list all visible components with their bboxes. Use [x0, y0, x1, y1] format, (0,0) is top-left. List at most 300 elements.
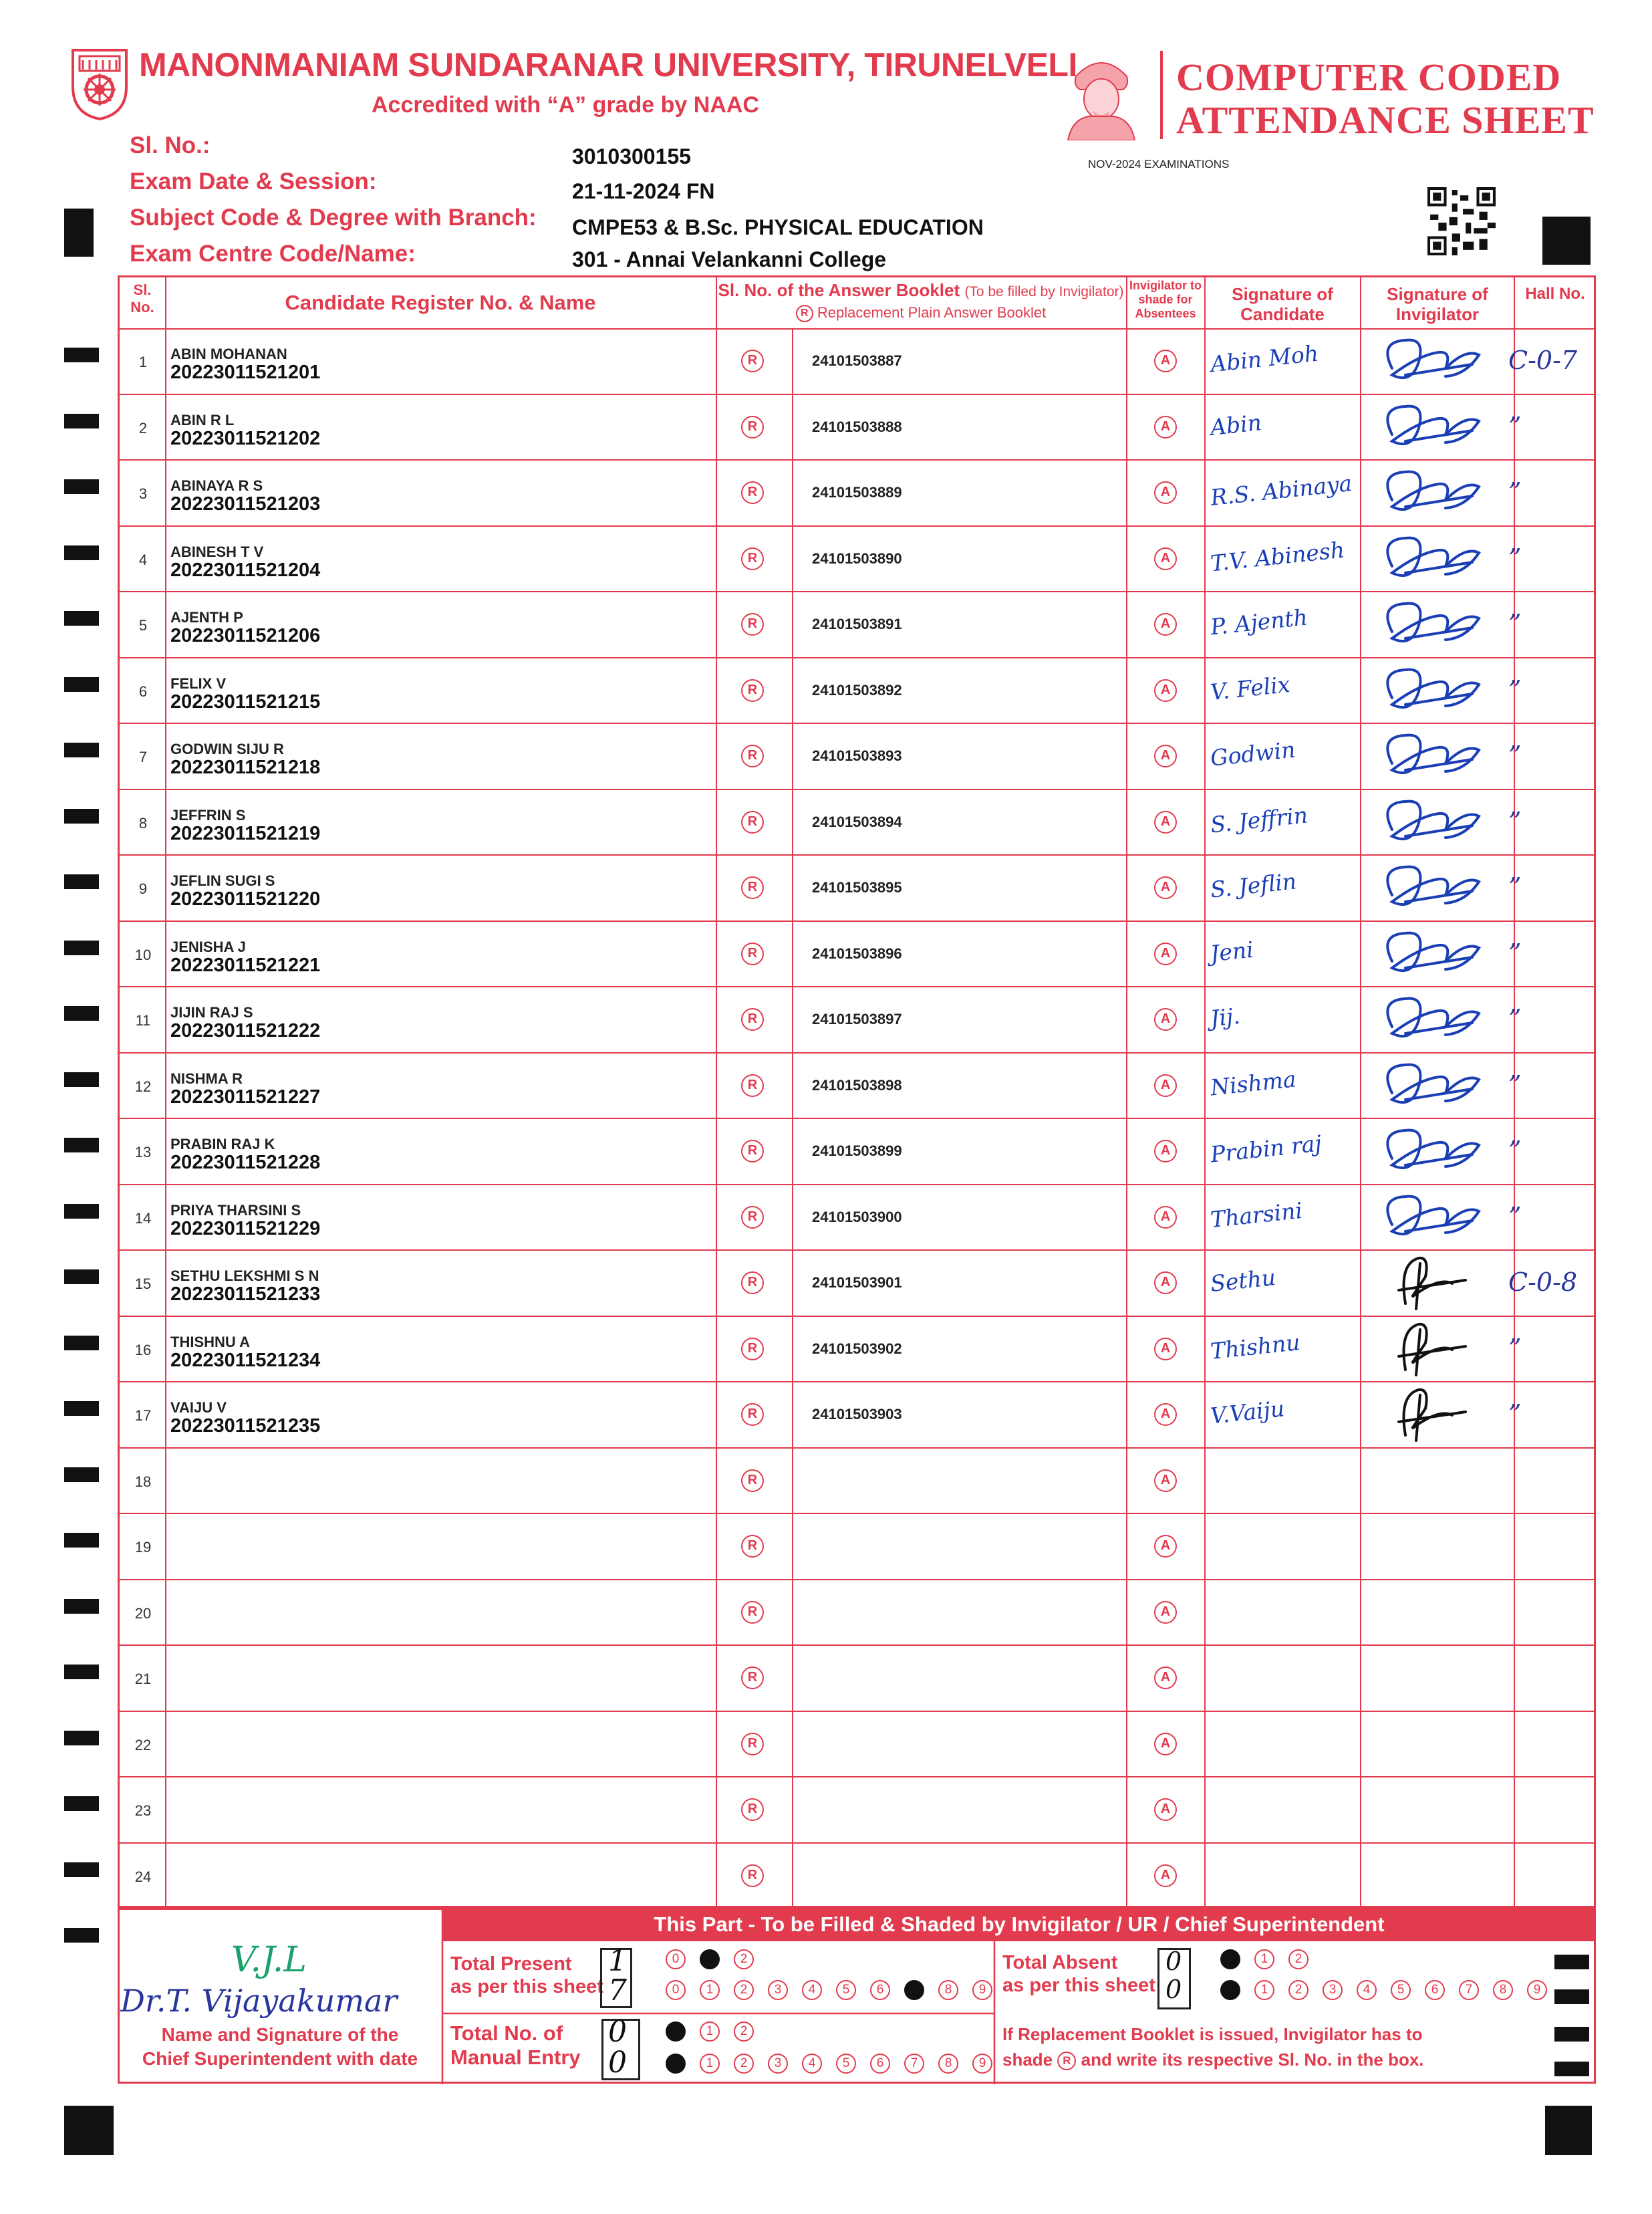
row-sl: 2	[138, 419, 148, 437]
table-row	[120, 394, 1594, 461]
university-name: MANONMANIAM SUNDARANAR UNIVERSITY, TIRUNELVELI	[139, 46, 1077, 84]
timing-mark	[64, 1796, 99, 1811]
table-row	[120, 460, 1594, 526]
hall-number: ”	[1508, 938, 1522, 968]
booklet-number: 24101503900	[812, 1208, 902, 1225]
candidate-signature: Godwin	[1209, 736, 1297, 771]
table-row	[120, 1185, 1594, 1251]
table-row	[120, 526, 1594, 592]
candidate-name: JEFLIN SUGI S	[170, 872, 275, 889]
replacement-note-symbol: R	[1057, 2052, 1076, 2070]
absent-bubble[interactable]: A	[1154, 811, 1177, 834]
university-logo	[70, 47, 130, 122]
omr-bubble[interactable]: 6	[1425, 1980, 1445, 2000]
replacement-bubble[interactable]: R	[741, 943, 764, 965]
absent-bubble[interactable]: A	[1154, 1601, 1177, 1624]
candidate-name: FELIX V	[170, 674, 227, 692]
omr-bubble[interactable]: 5	[1391, 1980, 1411, 2000]
booklet-number: 24101503902	[812, 1340, 902, 1357]
chief-initials: V.J.L	[231, 1940, 307, 1980]
booklet-number: 24101503893	[812, 747, 902, 764]
subject-label: Subject Code & Degree with Branch:	[130, 205, 537, 231]
omr-bubble[interactable]: 2	[1288, 1949, 1309, 1969]
register-number: 20223011521229	[170, 1217, 321, 1239]
replacement-note2-post: and write its respective Sl. No. in the box.	[1081, 2050, 1424, 2070]
centre-label: Exam Centre Code/Name:	[130, 241, 416, 267]
replacement-bubble[interactable]: R	[741, 613, 764, 636]
replacement-bubble[interactable]: R	[741, 876, 764, 899]
replacement-bubble[interactable]: R	[741, 1667, 764, 1689]
row-sl: 16	[134, 1341, 152, 1358]
candidate-signature: V. Felix	[1209, 670, 1292, 705]
table-row	[120, 1777, 1594, 1843]
candidate-name: ABIN R L	[170, 411, 235, 428]
table-row	[120, 1316, 1594, 1382]
register-number: 20223011521201	[170, 362, 321, 383]
chief-label-line2: Chief Superintendent with date	[142, 2048, 418, 2069]
timing-mark	[64, 874, 99, 889]
omr-bubble[interactable]: 8	[938, 1980, 958, 2000]
timing-mark	[64, 809, 99, 824]
absent-bubble[interactable]: A	[1154, 745, 1177, 767]
absent-bubble[interactable]: A	[1154, 1140, 1177, 1162]
candidate-signature: Jeni	[1209, 936, 1255, 967]
omr-bubble[interactable]: 9	[972, 1980, 992, 2000]
exam-date-value: 21-11-2024 FN	[572, 179, 715, 203]
omr-bubble[interactable]: 2	[734, 1980, 754, 2000]
table-row	[120, 592, 1594, 658]
omr-bubble[interactable]: 4	[802, 1980, 822, 2000]
table-row	[120, 1580, 1594, 1646]
invigilator-signature	[1365, 658, 1492, 722]
col-sl-header: Sl. No.	[130, 281, 154, 316]
invigilator-signature	[1365, 921, 1492, 985]
table-row	[120, 723, 1594, 789]
timing-mark	[64, 1533, 99, 1548]
timing-mark	[64, 1006, 99, 1021]
invigilator-signature	[1365, 1316, 1492, 1380]
replacement-note1: If Replacement Booklet is issued, Invigilator has to	[1002, 2024, 1423, 2044]
absent-bubble[interactable]: A	[1154, 416, 1177, 439]
absent-bubble[interactable]: A	[1154, 1469, 1177, 1492]
table-row	[120, 1448, 1594, 1514]
candidate-signature: Prabin raj	[1209, 1130, 1323, 1168]
timing-mark	[64, 1599, 99, 1614]
omr-bubble[interactable]: 0	[666, 2054, 686, 2074]
row-sl: 22	[134, 1736, 152, 1753]
timing-mark	[64, 348, 99, 362]
omr-bubble[interactable]: 1	[700, 2054, 720, 2074]
omr-bubble[interactable]: 2	[734, 1949, 754, 1969]
hall-number: ”	[1508, 1399, 1522, 1429]
invigilator-signature	[1365, 855, 1492, 919]
omr-bubble[interactable]: 4	[802, 2054, 822, 2074]
row-sl: 12	[134, 1078, 152, 1095]
timing-mark	[64, 1401, 99, 1416]
candidate-name: PRIYA THARSINI S	[170, 1201, 301, 1219]
row-sl: 13	[134, 1144, 152, 1160]
absent-bubble[interactable]: A	[1154, 679, 1177, 702]
timing-mark	[64, 1204, 99, 1219]
sheet-title-line2: ATTENDANCE SHEET	[1176, 98, 1595, 142]
timing-mark	[64, 1665, 99, 1679]
candidate-signature: Sethu	[1209, 1263, 1277, 1298]
candidate-signature: V.Vaiju	[1209, 1395, 1286, 1429]
accreditation: Accredited with “A” grade by NAAC	[372, 92, 759, 118]
replacement-note2-pre: shade	[1002, 2050, 1053, 2070]
table-row	[120, 1053, 1594, 1119]
invigilator-signature	[1365, 789, 1492, 854]
omr-bubble[interactable]: 0	[666, 2021, 686, 2042]
hall-number: ”	[1508, 543, 1522, 573]
invigilator-signature	[1365, 592, 1492, 656]
register-number: 20223011521202	[170, 427, 321, 449]
replacement-note2	[1002, 2050, 1424, 2070]
table-row	[120, 855, 1594, 921]
timing-mark	[64, 414, 99, 428]
omr-bubble[interactable]: 5	[836, 2054, 856, 2074]
total-present-digit1: 1	[608, 1944, 627, 1978]
absent-bubble[interactable]: A	[1154, 1798, 1177, 1821]
booklet-number: 24101503901	[812, 1274, 902, 1291]
replacement-bubble[interactable]: R	[741, 547, 764, 570]
replacement-bubble[interactable]: R	[741, 1008, 764, 1031]
omr-bubble[interactable]: 2	[1288, 1980, 1309, 2000]
candidate-name: JENISHA J	[170, 938, 246, 955]
omr-bubble[interactable]: 1	[700, 2021, 720, 2042]
replacement-bubble[interactable]: R	[741, 1140, 764, 1162]
register-number: 20223011521203	[170, 493, 321, 515]
candidate-name: PRABIN RAJ K	[170, 1136, 275, 1152]
row-sl: 19	[134, 1539, 152, 1556]
timing-mark	[64, 611, 99, 626]
candidate-name: ABINAYA R S	[170, 477, 263, 494]
absent-bubble[interactable]: A	[1154, 1403, 1177, 1426]
sl-no-label: Sl. No.:	[130, 132, 211, 158]
omr-bubble[interactable]: 5	[836, 1980, 856, 2000]
invigilator-signature	[1365, 460, 1492, 524]
register-number: 20223011521233	[170, 1283, 321, 1305]
hall-number: C-0-7	[1508, 346, 1578, 375]
replacement-bubble[interactable]: R	[741, 1864, 764, 1887]
invigilator-signature	[1365, 394, 1492, 459]
table-row	[120, 1645, 1594, 1711]
booklet-number: 24101503892	[812, 681, 902, 699]
register-number: 20223011521215	[170, 691, 321, 713]
register-number: 20223011521221	[170, 954, 321, 976]
register-number: 20223011521227	[170, 1086, 321, 1108]
absent-bubble[interactable]: A	[1154, 1733, 1177, 1755]
omr-bubble[interactable]: 2	[734, 2054, 754, 2074]
invigilator-signature	[1365, 723, 1492, 787]
qr-code	[1427, 187, 1496, 255]
row-sl: 18	[134, 1473, 152, 1490]
hall-number: ”	[1508, 1201, 1522, 1231]
row-sl: 8	[138, 814, 148, 832]
register-number: 20223011521219	[170, 822, 321, 844]
timing-mark	[64, 1138, 99, 1152]
replacement-bubble[interactable]: R	[741, 481, 764, 504]
total-absent-digit1: 0	[1165, 1947, 1182, 1976]
booklet-number: 24101503890	[812, 549, 902, 567]
timing-mark	[64, 1467, 99, 1482]
table-row	[120, 1843, 1594, 1909]
candidate-signature: Abin Moh	[1209, 340, 1320, 378]
table-row	[120, 658, 1594, 724]
row-sl: 11	[135, 1012, 151, 1029]
absent-bubble[interactable]: A	[1154, 1667, 1177, 1689]
omr-bubble[interactable]: 1	[1254, 1949, 1274, 1969]
row-sl: 5	[138, 617, 148, 634]
omr-bubble[interactable]: 0	[1220, 1949, 1240, 1969]
col-hall-header: Hall No.	[1525, 285, 1585, 303]
timing-mark	[64, 677, 99, 692]
row-sl: 15	[134, 1275, 152, 1292]
table-row	[120, 1711, 1594, 1777]
omr-bubble[interactable]: 8	[1493, 1980, 1513, 2000]
replacement-bubble[interactable]: R	[741, 1535, 764, 1558]
hall-number: ”	[1508, 1070, 1522, 1100]
table-row	[120, 1118, 1594, 1185]
row-sl: 24	[134, 1868, 152, 1885]
footer-section	[118, 1908, 1596, 2084]
hall-number: ”	[1508, 609, 1522, 638]
booklet-number: 24101503897	[812, 1011, 902, 1027]
absent-bubble[interactable]: A	[1154, 613, 1177, 636]
booklet-number: 24101503887	[812, 352, 902, 369]
absent-bubble[interactable]: A	[1154, 481, 1177, 504]
table-row	[120, 987, 1594, 1053]
absent-bubble[interactable]: A	[1154, 1074, 1177, 1097]
candidate-signature: S. Jeffrin	[1209, 801, 1309, 838]
timing-mark	[64, 479, 99, 494]
candidate-name: ABIN MOHANAN	[170, 346, 287, 362]
omr-bubble[interactable]: 6	[870, 2054, 890, 2074]
timing-mark	[64, 1336, 99, 1350]
candidate-name: NISHMA R	[170, 1070, 243, 1087]
candidate-signature: T.V. Abinesh	[1209, 536, 1346, 576]
sl-no-value: 3010300155	[572, 144, 691, 168]
row-sl: 20	[134, 1604, 152, 1622]
omr-bubble[interactable]: 6	[870, 1980, 890, 2000]
hall-number: ”	[1508, 1004, 1522, 1033]
booklet-number: 24101503896	[812, 945, 902, 962]
register-number: 20223011521206	[170, 625, 321, 646]
absent-bubble[interactable]: A	[1154, 547, 1177, 570]
timing-mark	[64, 209, 94, 257]
row-sl: 17	[134, 1407, 152, 1424]
register-number: 20223011521218	[170, 757, 321, 778]
row-sl: 4	[138, 551, 148, 568]
row-sl: 21	[134, 1671, 152, 1687]
manual-digit1: 0	[608, 2015, 627, 2049]
replacement-bubble[interactable]: R	[741, 745, 764, 767]
timing-mark	[64, 1269, 99, 1284]
hall-number: C-0-8	[1508, 1267, 1578, 1297]
replacement-bubble[interactable]: R	[741, 416, 764, 439]
omr-bubble[interactable]: 0	[666, 1980, 686, 2000]
footer-banner: This Part - To be Filled & Shaded by Invigilator / UR / Chief Superintendent	[442, 1908, 1596, 1941]
invigilator-signature	[1365, 1053, 1492, 1117]
exam-date-label: Exam Date & Session:	[130, 168, 377, 195]
booklet-number: 24101503895	[812, 879, 902, 896]
omr-bubble[interactable]: 7	[904, 2054, 924, 2074]
invigilator-signature	[1365, 987, 1492, 1051]
omr-bubble[interactable]: 1	[1254, 1980, 1274, 2000]
timing-mark	[64, 1862, 99, 1877]
candidate-signature: S. Jeflin	[1209, 868, 1298, 903]
booklet-number: 24101503891	[812, 616, 902, 632]
omr-bubble[interactable]: 2	[734, 2021, 754, 2042]
absent-bubble[interactable]: A	[1154, 350, 1177, 372]
booklet-number: 24101503903	[812, 1406, 902, 1423]
col-sig-cand-header: Signature of Candidate	[1232, 284, 1333, 324]
hall-number: ”	[1508, 1333, 1522, 1363]
timing-mark	[64, 1072, 99, 1087]
replacement-bubble[interactable]: R	[741, 811, 764, 834]
register-number: 20223011521228	[170, 1152, 321, 1173]
omr-bubble[interactable]: 3	[1323, 1980, 1343, 2000]
centre-value: 301 - Annai Velankanni College	[572, 247, 887, 271]
omr-bubble[interactable]: 4	[1357, 1980, 1377, 2000]
col-candidate-header: Candidate Register No. & Name	[285, 291, 596, 314]
candidate-signature: Abin	[1209, 408, 1263, 441]
replacement-bubble[interactable]: R	[741, 1074, 764, 1097]
invigilator-signature	[1365, 328, 1492, 392]
total-present-label1: Total Present	[450, 1953, 572, 1975]
absent-bubble[interactable]: A	[1154, 876, 1177, 899]
invigilator-signature	[1365, 526, 1492, 590]
hall-number: ”	[1508, 477, 1522, 507]
booklet-number: 24101503894	[812, 813, 902, 830]
row-sl: 6	[138, 683, 148, 700]
register-number: 20223011521220	[170, 888, 321, 910]
omr-bubble[interactable]: 0	[666, 1949, 686, 1969]
manual-label2: Manual Entry	[450, 2046, 581, 2069]
row-sl: 9	[138, 880, 148, 897]
total-absent-label1: Total Absent	[1002, 1952, 1118, 1973]
total-absent-label2: as per this sheet	[1002, 1975, 1155, 1996]
total-present-label2: as per this sheet	[450, 1976, 603, 1997]
replacement-symbol: R	[796, 305, 813, 322]
omr-bubble[interactable]: 7	[904, 1980, 924, 2000]
candidate-name: GODWIN SIJU R	[170, 741, 284, 757]
candidate-name: VAIJU V	[170, 1399, 227, 1416]
candidate-signature: Jij.	[1209, 1002, 1242, 1032]
row-sl: 1	[138, 354, 148, 370]
timing-mark	[64, 545, 99, 560]
register-number: 20223011521235	[170, 1415, 321, 1437]
omr-bubble[interactable]: 0	[1220, 1980, 1240, 2000]
replacement-bubble[interactable]: R	[741, 1206, 764, 1229]
exam-tag: NOV-2024 EXAMINATIONS	[1088, 158, 1230, 170]
replacement-bubble[interactable]: R	[741, 1798, 764, 1821]
absent-bubble[interactable]: A	[1154, 1271, 1177, 1294]
timing-mark	[1545, 2106, 1592, 2155]
absent-bubble[interactable]: A	[1154, 1206, 1177, 1229]
col-sig-inv-header: Signature of Invigilator	[1387, 284, 1488, 324]
omr-bubble[interactable]: 8	[938, 2054, 958, 2074]
timing-mark	[64, 2106, 114, 2155]
omr-bubble[interactable]: 9	[1527, 1980, 1547, 2000]
candidate-signature: Nishma	[1209, 1065, 1298, 1101]
subject-value: CMPE53 & B.Sc. PHYSICAL EDUCATION	[572, 215, 984, 239]
candidate-name: SETHU LEKSHMI S N	[170, 1267, 319, 1284]
timing-mark	[64, 1928, 99, 1943]
booklet-number: 24101503899	[812, 1142, 902, 1159]
sheet-title-line1: COMPUTER CODED	[1176, 55, 1562, 99]
hall-number: ”	[1508, 1136, 1522, 1165]
absent-bubble[interactable]: A	[1154, 943, 1177, 965]
row-sl: 14	[134, 1209, 152, 1227]
booklet-number: 24101503889	[812, 484, 902, 501]
timing-mark	[64, 1731, 99, 1745]
invigilator-signature	[1365, 1185, 1492, 1249]
founder-portrait	[1061, 49, 1141, 140]
omr-bubble[interactable]: 7	[1459, 1980, 1479, 2000]
hall-number: ”	[1508, 674, 1522, 705]
manual-label1: Total No. of	[450, 2021, 563, 2045]
table-row	[120, 921, 1594, 987]
absent-bubble[interactable]: A	[1154, 1535, 1177, 1558]
absent-bubble[interactable]: A	[1154, 1338, 1177, 1360]
booklet-number: 24101503888	[812, 418, 902, 435]
attendance-table	[118, 275, 1596, 1908]
register-number: 20223011521234	[170, 1349, 321, 1371]
col-booklet-header	[716, 280, 1126, 301]
col-absent-header: Invigilator to shade for Absentees	[1129, 279, 1202, 320]
candidate-name: THISHNU A	[170, 1333, 250, 1350]
hall-number: ”	[1508, 411, 1522, 441]
absent-bubble[interactable]: A	[1154, 1008, 1177, 1031]
col-booklet-note: (To be filled by Invigilator)	[964, 284, 1124, 299]
omr-bubble[interactable]: 9	[972, 2054, 992, 2074]
table-row	[120, 1250, 1594, 1316]
col-booklet-title: Sl. No. of the Answer Booklet	[718, 280, 960, 300]
omr-bubble[interactable]: 1	[700, 1980, 720, 2000]
manual-digit2: 0	[608, 2046, 627, 2080]
chief-label-line1: Name and Signature of the	[161, 2024, 399, 2045]
row-sl: 23	[134, 1802, 152, 1819]
replacement-bubble[interactable]: R	[741, 1601, 764, 1624]
replacement-bubble[interactable]: R	[741, 1403, 764, 1426]
table-row	[120, 789, 1594, 856]
col-booklet-sub	[716, 304, 1126, 322]
invigilator-signature	[1365, 1382, 1492, 1446]
register-number: 20223011521222	[170, 1020, 321, 1041]
replacement-bubble[interactable]: R	[741, 1733, 764, 1755]
title-divider	[1160, 51, 1163, 139]
row-sl: 3	[138, 485, 148, 502]
booklet-number: 24101503898	[812, 1076, 902, 1094]
hall-number: ”	[1508, 741, 1522, 770]
absent-bubble[interactable]: A	[1154, 1864, 1177, 1887]
replacement-bubble[interactable]: R	[741, 1469, 764, 1492]
hall-number: ”	[1508, 872, 1522, 902]
replacement-bubble[interactable]: R	[741, 1338, 764, 1360]
replacement-bubble[interactable]: R	[741, 679, 764, 702]
omr-bubble[interactable]: 3	[768, 2054, 788, 2074]
omr-bubble[interactable]: 3	[768, 1980, 788, 2000]
table-row	[120, 328, 1594, 394]
candidate-signature: P. Ajenth	[1209, 604, 1309, 640]
candidate-signature: Thishnu	[1209, 1328, 1302, 1364]
candidate-name: JEFFRIN S	[170, 806, 246, 824]
register-number: 20223011521204	[170, 559, 321, 581]
omr-bubble[interactable]: 1	[700, 1949, 720, 1969]
replacement-bubble[interactable]: R	[741, 1271, 764, 1294]
replacement-bubble[interactable]: R	[741, 350, 764, 372]
